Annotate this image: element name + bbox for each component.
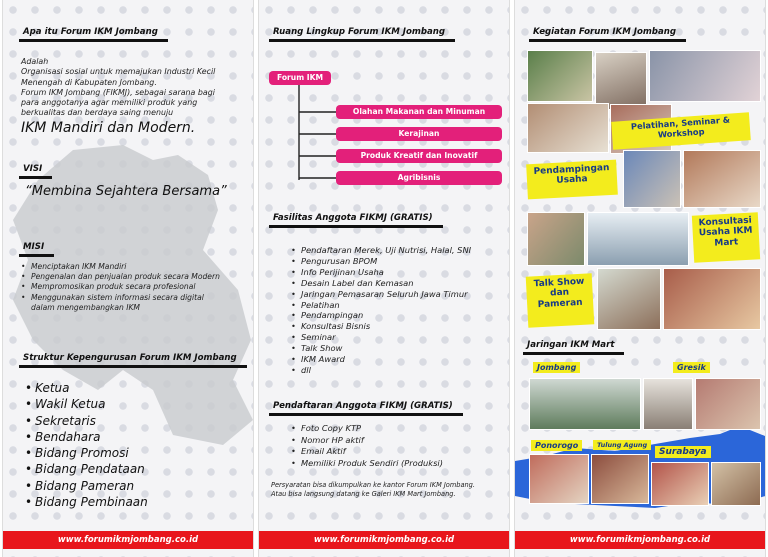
activity-photo [649, 50, 761, 102]
misi-item: • Mempromosikan produk secara profesional [31, 282, 220, 292]
city-jombang: Jombang [533, 362, 580, 373]
visi-text: “Membina Sejahtera Bersama” [25, 184, 227, 199]
struktur-list [25, 380, 148, 510]
struktur-item: • Wakil Ketua [35, 396, 148, 412]
misi-title: MISI [23, 242, 45, 252]
pendaftaran-list [287, 423, 443, 469]
city-gresik: Gresik [673, 362, 710, 373]
activity-photo [683, 150, 761, 208]
city-ponorogo: Ponorogo [531, 440, 582, 451]
about-line: Organisasi sosial untuk memajukan Industri Kecil [21, 67, 216, 77]
struktur-title: Struktur Kepengurusan Forum IKM Jombang [23, 353, 237, 363]
store-photo [529, 454, 589, 504]
fasilitas-item: • Seminar [301, 332, 471, 343]
struktur-item: • Sekretaris [35, 413, 148, 429]
pendaftaran-note [271, 481, 475, 500]
activity-photo [623, 150, 681, 208]
fasilitas-item: • Pengurusan BPOM [301, 256, 471, 267]
city-surabaya: Surabaya [655, 446, 711, 458]
activity-photo [527, 103, 609, 153]
pendaftaran-item: • Memiliki Produk Sendiri (Produksi) [301, 458, 443, 470]
footer-url[interactable]: www.forumikmjombang.co.id [515, 531, 765, 549]
scope-root: Forum IKM [269, 71, 331, 85]
scope-branch: Kerajinan [336, 127, 502, 141]
activity-photo [663, 268, 761, 330]
label-konsultasi: Konsultasi Usaha IKM Mart [692, 212, 760, 262]
about-line: Forum IKM Jombang (FIKMJ), sebagai sarana bagi [21, 87, 215, 97]
fasilitas-item: • Desain Label dan Kemasan [301, 278, 471, 289]
city-tulungagung: Tulung Agung [593, 440, 651, 450]
pendaftaran-title: Pendaftaran Anggota FIKMJ (GRATIS) [273, 401, 453, 411]
scope-branch: Olahan Makanan dan Minuman [336, 105, 502, 119]
panel-about [2, 0, 254, 557]
note-line: Persyaratan bisa dikumpulkan ke kantor Forum IKM Jombang. [271, 481, 475, 489]
scope-branch: Agribisnis [336, 171, 502, 185]
store-photo [695, 378, 761, 430]
struktur-item: • Bidang Promosi [35, 445, 148, 461]
visi-title: VISI [23, 164, 43, 174]
activity-photo [595, 52, 647, 110]
struktur-item: • Bidang Pendataan [35, 461, 148, 477]
fasilitas-item: • Talk Show [301, 343, 471, 354]
fasilitas-item: • Pendampingan [301, 310, 471, 321]
note-line: Atau bisa langsung datang ke Galeri IKM Mart Jombang. [271, 490, 456, 499]
fasilitas-list [287, 245, 471, 376]
activity-photo [527, 212, 585, 266]
footer-url[interactable]: www.forumikmjombang.co.id [3, 531, 253, 549]
struktur-item: • Ketua [35, 380, 148, 396]
store-photo [651, 462, 709, 506]
store-photo [591, 454, 649, 504]
fasilitas-item: • Pelatihan [301, 300, 471, 311]
fasilitas-title: Fasilitas Anggota FIKMJ (GRATIS) [273, 213, 433, 223]
struktur-item: • Bendahara [35, 429, 148, 445]
fasilitas-item: • Jaringan Pemasaran Seluruh Jawa Timur [301, 289, 471, 300]
about-line: Menengah di Kabupaten Jombang. [21, 77, 157, 87]
pendaftaran-item: • Foto Copy KTP [301, 423, 443, 435]
store-photo [529, 378, 641, 430]
footer-url[interactable]: www.forumikmjombang.co.id [259, 531, 509, 549]
activity-photo [587, 212, 689, 266]
about-line: berkualitas dan berdaya saing menuju [21, 108, 174, 118]
struktur-item: • Bidang Pembinaan [35, 494, 148, 510]
label-talkshow: Talk Show dan Pameran [526, 273, 595, 327]
scope-title: Ruang Lingkup Forum IKM Jombang [273, 27, 446, 37]
tagline: IKM Mandiri dan Modern. [21, 120, 196, 136]
panel-scope [258, 0, 510, 557]
about-line: Adalah [21, 57, 49, 66]
about-text [21, 57, 215, 119]
struktur-item: • Bidang Pameran [35, 478, 148, 494]
about-title: Apa itu Forum IKM Jombang [23, 27, 158, 37]
pendaftaran-item: • Email Aktif [301, 446, 443, 458]
label-pendampingan: Pendampingan Usaha [526, 160, 618, 200]
kegiatan-title: Kegiatan Forum IKM Jombang [533, 27, 677, 37]
misi-item: • Menciptakan IKM Mandiri [31, 262, 220, 272]
label-pelatihan: Pelatihan, Seminar & Workshop [611, 112, 751, 150]
fasilitas-item: • Pendaftaran Merek, Uji Nutrisi, Halal, SNI [301, 245, 471, 256]
panel-activities [514, 0, 766, 557]
store-photo [643, 378, 693, 430]
fasilitas-item: • Konsultasi Bisnis [301, 321, 471, 332]
store-photo [711, 462, 761, 506]
misi-list [21, 262, 220, 313]
pendaftaran-item: • Nomor HP aktif [301, 435, 443, 447]
misi-item-continuation: dalam mengembangkan IKM [31, 302, 140, 312]
misi-item: • Menggunakan sistem informasi secara digital [31, 293, 220, 303]
activity-photo [597, 268, 661, 330]
misi-item: • Pengenalan dan penjualan produk secara Modern [31, 272, 220, 282]
fasilitas-item: • dll [301, 365, 471, 376]
activity-photo [527, 50, 593, 102]
jaringan-title: Jaringan IKM Mart [527, 340, 615, 350]
fasilitas-item: • Info Perijinan Usaha [301, 267, 471, 278]
scope-branch: Produk Kreatif dan Inovatif [336, 149, 502, 163]
fasilitas-item: • IKM Award [301, 354, 471, 365]
about-line: para anggotanya agar memiliki produk yang [21, 98, 198, 108]
